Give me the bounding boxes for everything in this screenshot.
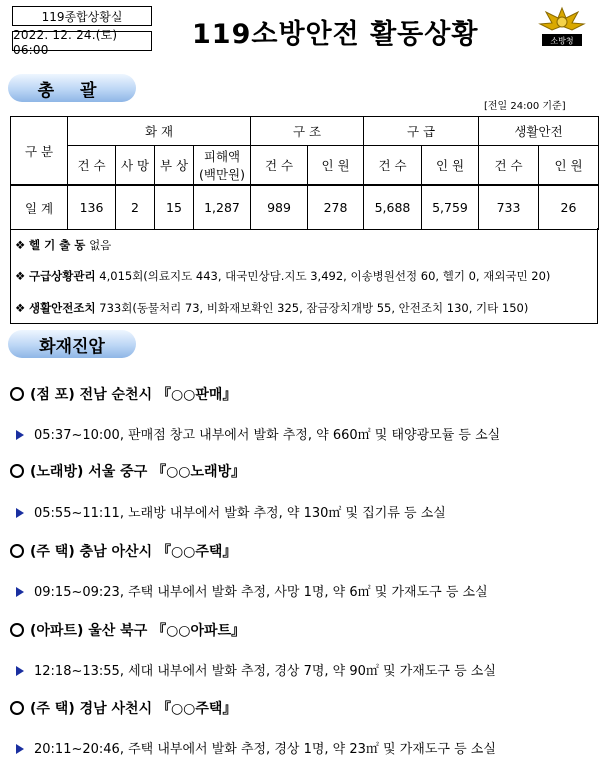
header-rescue-count: 건 수 [251,146,308,186]
note-ems-management: ❖ 구급상황관리 4,015회(의료지도 443, 대국민상담.지도 3,492, 이송병원선정 60, 헬기 0, 재외국민 20) [15,269,551,283]
summary-notes [10,228,598,324]
fire-item-title [10,698,236,718]
fire-item-desc [16,660,496,679]
fire-title-text: (주 택) 충남 아산시 『○○주택』 [30,544,237,560]
cell-rescue-count: 989 [251,185,308,230]
fire-desc-text: 12:18~13:55, 세대 내부에서 발화 추정, 경상 7명, 약 90㎡ 및 가재도구 등 소실 [34,664,496,679]
fire-desc-text: 05:37~10:00, 판매점 창고 내부에서 발화 추정, 약 660㎡ 및 태양광모듈 등 소실 [34,428,501,443]
triangle-bullet-icon [16,430,24,440]
cell-ems-count: 5,688 [364,185,422,230]
circle-bullet-icon [10,701,24,715]
header-category: 구 분 [11,117,68,186]
cell-safety-people: 26 [539,185,599,230]
circle-bullet-icon [10,464,24,478]
header-fire-deaths: 사 망 [116,146,155,186]
cell-fire-damage: 1,287 [194,185,251,230]
fire-agency-logo [536,6,588,48]
fire-item-title [10,384,236,404]
row-label: 일 계 [11,185,68,230]
cell-rescue-people: 278 [308,185,364,230]
header-fire-damage [194,146,251,186]
triangle-bullet-icon [16,587,24,597]
header-safety-people: 인 원 [539,146,599,186]
header-damage-line1: 피해액 [203,149,241,164]
note-label: 구급상황관리 [28,269,96,283]
header-rescue-people: 인 원 [308,146,364,186]
cell-fire-count: 136 [68,185,116,230]
page-title: 119소방안전 활동상황 [192,19,479,50]
fire-desc-text: 09:15~09:23, 주택 내부에서 발화 추정, 사망 1명, 약 6㎡ 및 가재도구 등 소실 [34,585,488,600]
cell-safety-count: 733 [479,185,539,230]
note-helicopter: ❖ 헬 기 출 동 없음 [15,238,112,252]
report-date: 2022. 12. 24.(토) 06:00 [12,31,152,51]
fire-desc-text: 05:55~11:11, 노래방 내부에서 발화 추정, 약 130㎡ 및 집기류 등 소실 [34,506,446,521]
header-ems-count: 건 수 [364,146,422,186]
header-fire-count: 건 수 [68,146,116,186]
header-ems: 구 급 [364,117,479,146]
fire-item-desc [16,424,500,443]
section-title-summary: 총 괄 [8,74,136,102]
fire-item-desc [16,738,496,757]
fire-item-title [10,541,236,561]
fire-title-text: (아파트) 울산 북구 『○○아파트』 [30,623,246,639]
fire-desc-text: 20:11~20:46, 주택 내부에서 발화 추정, 경상 1명, 약 23㎡ 및 가재도구 등 소실 [34,742,496,757]
header-fire-injuries: 부 상 [155,146,194,186]
note-text: 733회(동물처리 73, 비화재보확인 325, 잠금장치개방 55, 안전조치 130, 기타 150) [95,301,529,315]
fire-title-text: (주 택) 경남 사천시 『○○주택』 [30,701,237,717]
header-fire: 화 재 [68,117,251,146]
circle-bullet-icon [10,544,24,558]
fire-item-desc [16,502,446,521]
header-ems-people: 인 원 [422,146,479,186]
header-rescue: 구 조 [251,117,364,146]
fire-item-title [10,620,245,640]
triangle-bullet-icon [16,744,24,754]
fire-item-title [10,461,245,481]
circle-bullet-icon [10,387,24,401]
cell-fire-deaths: 2 [116,185,155,230]
header-damage-line2: (백만원) [199,167,245,182]
triangle-bullet-icon [16,508,24,518]
summary-table [10,116,599,230]
cell-ems-people: 5,759 [422,185,479,230]
header-safety-count: 건 수 [479,146,539,186]
department-label: 119종합상황실 [12,6,152,26]
fire-title-text: (점 포) 전남 순천시 『○○판매』 [30,387,237,403]
basis-note: [전일 24:00 기준] [484,101,566,112]
note-text: 4,015회(의료지도 443, 대국민상담.지도 3,492, 이송병원선정 60, 헬기 0, 재외국민 20) [95,269,551,283]
cell-fire-injuries: 15 [155,185,194,230]
note-label: 헬 기 출 동 [28,238,86,252]
fire-title-text: (노래방) 서울 중구 『○○노래방』 [30,464,246,480]
logo-text: 소방청 [550,36,574,46]
note-label: 생활안전조치 [28,301,96,315]
circle-bullet-icon [10,623,24,637]
note-text: 없음 [85,238,112,252]
fire-item-desc [16,581,488,600]
note-safety-actions: ❖ 생활안전조치 733회(동물처리 73, 비화재보확인 325, 잠금장치개방 55, 안전조치 130, 기타 150) [15,301,529,315]
triangle-bullet-icon [16,666,24,676]
header-safety: 생활안전 [479,117,599,146]
section-title-fires: 화재진압 [8,330,136,358]
